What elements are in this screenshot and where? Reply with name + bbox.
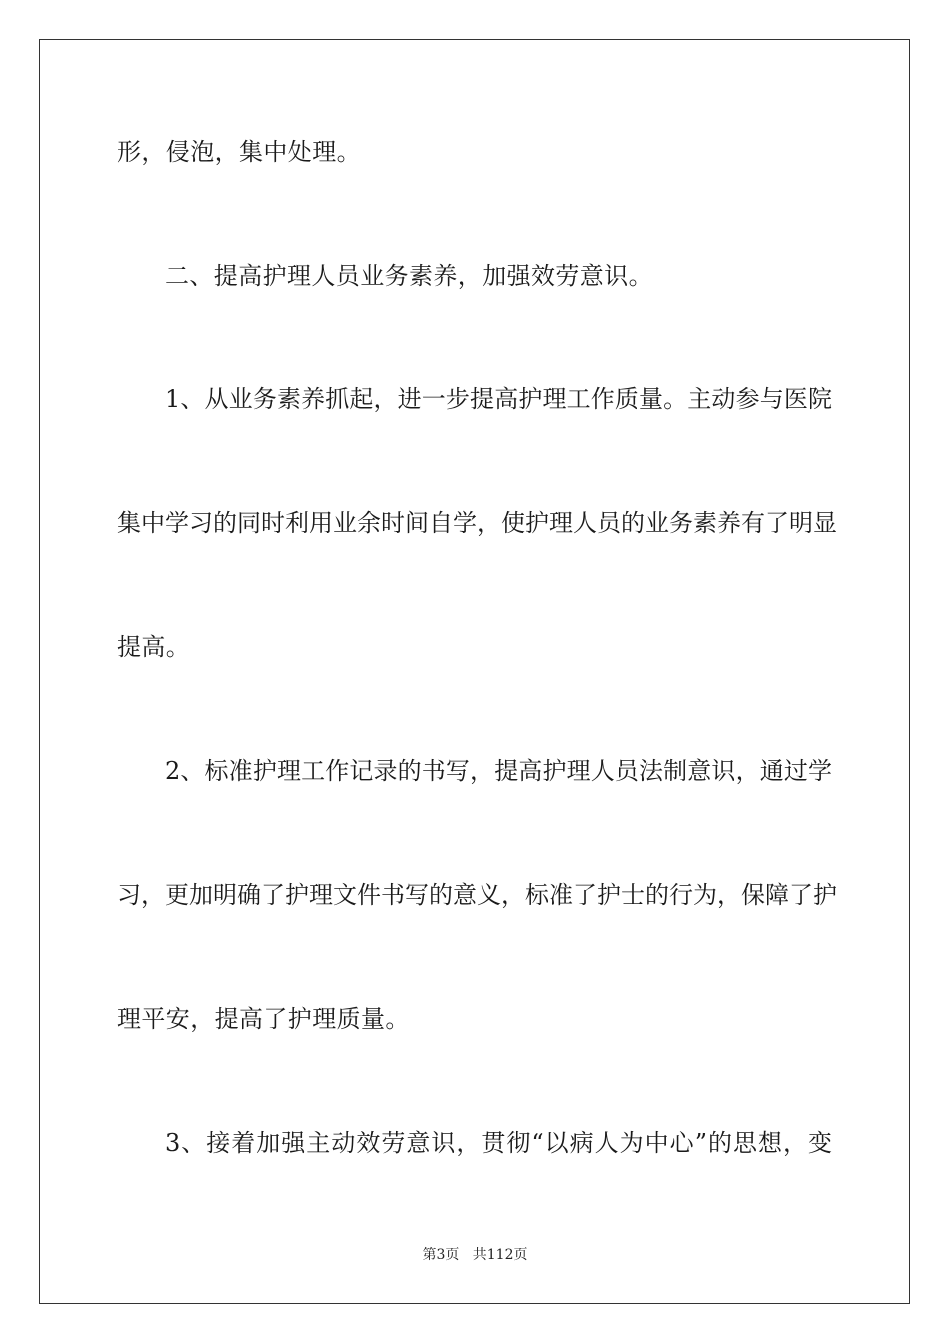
paragraph-2-line-1: 2、标准护理工作记录的书写，提高护理人员法制意识，通过学 [165, 757, 832, 785]
paragraph-2-line-2: 习，更加明确了护理文件书写的意义，标准了护士的行为，保障了护 [117, 881, 837, 909]
paragraph-2-line-3: 理平安，提高了护理质量。 [117, 1005, 410, 1033]
text-line-1: 形，侵泡，集中处理。 [117, 138, 361, 166]
paragraph-1-line-1: 1、从业务素养抓起，进一步提高护理工作质量。主动参与医院 [165, 385, 832, 413]
paragraph-1-line-2: 集中学习的同时利用业余时间自学，使护理人员的业务素养有了明显 [117, 509, 837, 537]
section-heading-2: 二、提高护理人员业务素养，加强效劳意识。 [165, 262, 653, 290]
paragraph-1-line-3: 提高。 [117, 633, 191, 661]
paragraph-3-line-1: 3、接着加强主动效劳意识，贯彻“以病人为中心”的思想，变 [165, 1129, 832, 1157]
page-number-footer: 第3页 共112页 [422, 1247, 528, 1263]
page-border [39, 39, 910, 1304]
